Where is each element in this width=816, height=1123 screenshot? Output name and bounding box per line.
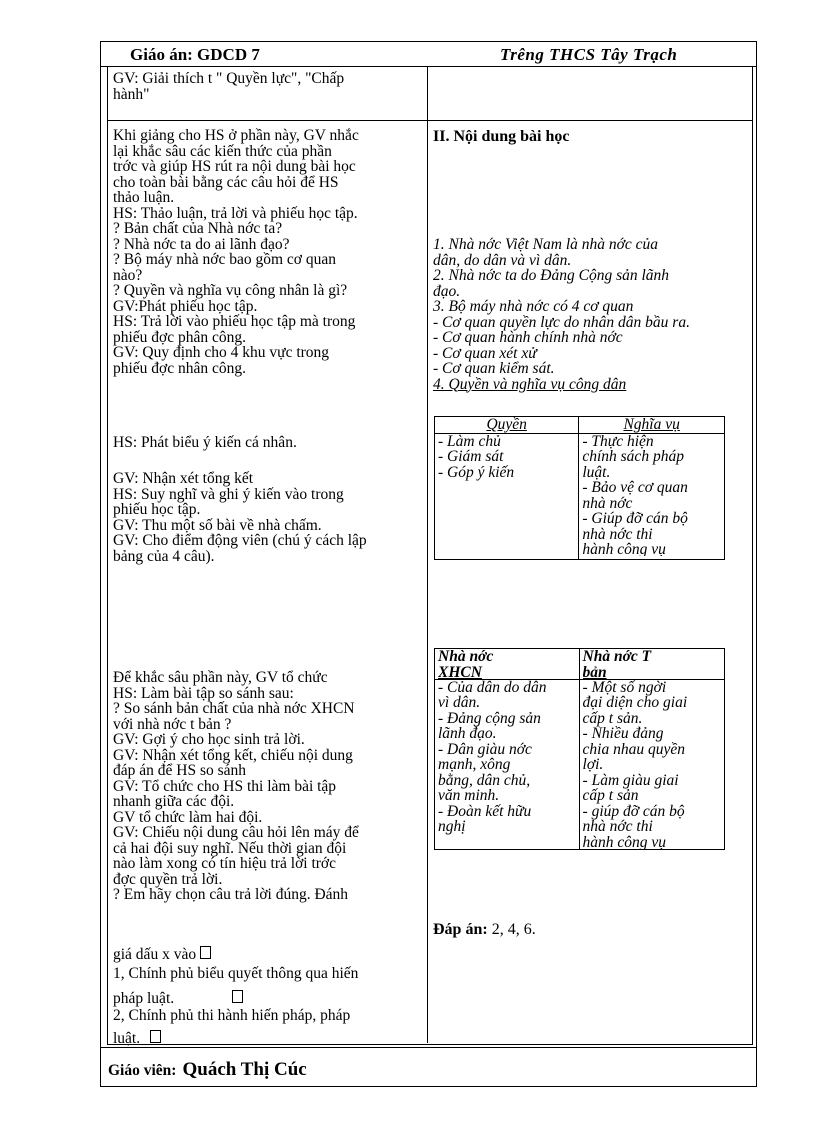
socialist-item: bằng, dân chủ, bbox=[438, 771, 531, 789]
text-line: nhanh giữa các đội. bbox=[113, 793, 235, 810]
text-line: GV tổ chức làm hai đội. bbox=[113, 808, 263, 826]
text-line: HS: Trả lời vào phiếu học tập mà trong bbox=[113, 313, 356, 330]
content-line: - Cơ quan xét xử bbox=[433, 344, 537, 362]
socialist-item: mạnh, xông bbox=[438, 756, 511, 773]
text-line: Khi giảng cho HS ở phần này, GV nhắc bbox=[113, 127, 359, 144]
socialist-cell bbox=[435, 679, 580, 849]
text-line: nào? bbox=[113, 266, 143, 284]
option-2b bbox=[113, 1030, 161, 1047]
content-line: 3. Bộ máy nhà nớc có 4 cơ quan bbox=[433, 298, 634, 315]
duties-item: - Bảo vệ cơ quan bbox=[582, 479, 688, 496]
rights-item: - Làm chủ bbox=[438, 432, 501, 450]
duties-item: hành công vụ bbox=[582, 542, 666, 556]
content-line: 4. Quyền và nghĩa vụ công dân bbox=[433, 375, 627, 393]
socialist-item: - Của dân do dân bbox=[438, 678, 547, 696]
socialist-item: lãnh đạo. bbox=[438, 725, 497, 742]
rights-duties-table bbox=[434, 416, 725, 560]
duties-item: nhà nớc thi bbox=[582, 525, 653, 543]
content-line: đạo. bbox=[433, 282, 461, 300]
option-1b bbox=[113, 990, 243, 1007]
option-1b-text: pháp luật. bbox=[113, 990, 175, 1007]
rights-cell bbox=[435, 433, 579, 559]
option-2-checkbox[interactable] bbox=[150, 1030, 161, 1043]
rights-item: - Góp ý kiến bbox=[438, 463, 515, 481]
answer bbox=[433, 922, 536, 938]
row1-text bbox=[113, 71, 421, 102]
row1-line: hành" bbox=[113, 85, 150, 103]
text-line: GV: Quy định cho 4 khu vực trong bbox=[113, 344, 330, 361]
text-line: nào làm xong có tín hiệu trả lời trớc bbox=[113, 855, 337, 872]
column-divider bbox=[427, 66, 428, 1043]
content-line: - Cơ quan quyền lực do nhân dân bầu ra. bbox=[433, 313, 690, 331]
duties-item: nhà nớc bbox=[582, 494, 633, 512]
socialist-item: vì dân. bbox=[438, 694, 481, 711]
text-line: với nhà nớc t bản ? bbox=[113, 715, 232, 733]
capitalist-item: - Một số ngời bbox=[582, 678, 667, 696]
content-line: - Cơ quan hành chính nhà nớc bbox=[433, 329, 623, 346]
left-block-discussion bbox=[113, 128, 421, 376]
text-line: bảng của 4 câu). bbox=[113, 547, 215, 565]
text-line: lại khắc sâu các kiến thức của phần bbox=[113, 142, 332, 160]
content-line: - Cơ quan kiểm sát. bbox=[433, 360, 555, 377]
left-block-opinion: HS: Phát biểu ý kiến cá nhân. bbox=[113, 434, 297, 451]
capitalist-item: - giúp đỡ cán bộ bbox=[582, 802, 685, 820]
header-title: Giáo án: GDCD 7 bbox=[130, 45, 260, 64]
text-line: ? So sánh bản chất của nhà nớc XHCN bbox=[113, 700, 355, 717]
duties-item: - Thực hiện bbox=[582, 432, 654, 450]
text-line: thảo luận. bbox=[113, 189, 175, 206]
text-line: đáp án để HS so sánh bbox=[113, 762, 247, 779]
duties-item: luật. bbox=[582, 463, 611, 481]
text-line: GV: Nhận xét tổng kết, chiếu nội dung bbox=[113, 746, 353, 764]
checkbox-sample[interactable] bbox=[200, 946, 211, 959]
capitalist-item: cấp t sản. bbox=[582, 709, 643, 727]
text-line: ? Bản chất của Nhà nớc ta? bbox=[113, 220, 283, 237]
left-block-summary bbox=[113, 471, 421, 564]
duties-cell bbox=[579, 433, 725, 559]
footer-label: Giáo viên: bbox=[108, 1062, 177, 1079]
content-line: dân, do dân và vì dân. bbox=[433, 251, 572, 269]
socialist-item: - Đoàn kết hữu bbox=[438, 802, 532, 820]
capitalist-item: lợi. bbox=[582, 756, 604, 773]
text-line: phiếu học tập. bbox=[113, 501, 201, 518]
header-rights: Quyền bbox=[435, 417, 579, 434]
content-line: 2. Nhà nớc ta do Đảng Cộng sản lãnh bbox=[433, 267, 670, 284]
text-line: ? Nhà nớc ta do ai lãnh đạo? bbox=[113, 235, 290, 253]
text-line: cho toàn bài bằng các câu hỏi để HS bbox=[113, 173, 339, 191]
header-line: bản bbox=[582, 664, 607, 679]
top-border bbox=[100, 41, 757, 42]
duties-item: - Giúp đỡ cán bộ bbox=[582, 510, 688, 527]
text-line: GV: Chiếu nội dung câu hỏi lên máy để bbox=[113, 824, 359, 841]
text-line: ? Em hãy chọn câu trả lời đúng. Đánh bbox=[113, 886, 349, 903]
capitalist-item: - Nhiều đảng bbox=[582, 725, 664, 742]
left-block-compare bbox=[113, 670, 421, 903]
option-2b-text: luật. bbox=[113, 1030, 141, 1047]
section-title: II. Nội dung bài học bbox=[433, 128, 570, 145]
option-1a: 1, Chính phủ biểu quyết thông qua hiến bbox=[113, 965, 359, 982]
duties-item: chính sách pháp bbox=[582, 448, 684, 465]
answer-label: Đáp án: bbox=[433, 921, 488, 938]
socialist-item: văn minh. bbox=[438, 787, 500, 804]
header-line: Nhà nớc bbox=[438, 648, 494, 665]
capitalist-item: đại diện cho giai bbox=[582, 694, 688, 711]
text-line: HS: Làm bài tập so sánh sau: bbox=[113, 684, 294, 702]
socialist-item: - Dân giàu nớc bbox=[438, 740, 532, 758]
text-line: HS: Suy nghĩ và ghi ý kiến vào trong bbox=[113, 485, 344, 503]
text-line: GV: Tổ chức cho HS thi làm bài tập bbox=[113, 777, 337, 795]
text-line: GV: Nhận xét tổng kết bbox=[113, 470, 254, 487]
left-border bbox=[100, 41, 101, 1047]
text-line: GV: Cho điểm động viên (chú ý cách lập bbox=[113, 532, 367, 549]
rights-item: - Giám sát bbox=[438, 448, 504, 465]
content-line: 1. Nhà nớc Việt Nam là nhà nớc của bbox=[433, 236, 659, 253]
option-1-checkbox[interactable] bbox=[232, 990, 243, 1003]
right-border bbox=[756, 41, 757, 1047]
capitalist-cell bbox=[579, 679, 724, 849]
text-line: GV:Phát phiếu học tập. bbox=[113, 297, 258, 315]
text-line: HS: Thảo luận, trả lời và phiếu học tập. bbox=[113, 204, 358, 222]
socialist-item: nghị bbox=[438, 818, 466, 835]
header-capitalist bbox=[579, 649, 724, 680]
text-line: ? Bộ máy nhà nớc bao gồm cơ quan bbox=[113, 251, 337, 268]
answer-value: 2, 4, 6. bbox=[491, 921, 536, 938]
capitalist-item: chia nhau quyền bbox=[582, 740, 685, 758]
capitalist-item: cấp t sản bbox=[582, 787, 639, 804]
header-line: Nhà nớc T bbox=[582, 648, 652, 665]
text-line: ? Quyền và nghĩa vụ công nhân là gì? bbox=[113, 282, 348, 299]
mark-instruction bbox=[113, 947, 211, 963]
header-school: Trêng THCS Tây Trạch bbox=[500, 45, 678, 64]
capitalist-item: hành công vụ bbox=[582, 834, 667, 849]
text-line: đợc quyền trả lời. bbox=[113, 870, 223, 888]
text-line: cả hai đội suy nghĩ. Nếu thời gian đội bbox=[113, 839, 347, 857]
header-duties: Nghĩa vụ bbox=[579, 417, 725, 434]
option-2a: 2, Chính phủ thi hành hiến pháp, pháp bbox=[113, 1007, 351, 1024]
capitalist-item: nhà nớc thi bbox=[582, 818, 653, 835]
text-line: phiếu đợc phân công. bbox=[113, 328, 247, 346]
footer bbox=[108, 1059, 307, 1081]
lesson-content bbox=[433, 237, 745, 392]
row-divider bbox=[107, 120, 752, 121]
text-line: GV: Gợi ý cho học sinh trả lời. bbox=[113, 731, 305, 748]
header-socialist bbox=[435, 649, 580, 680]
row1-line: GV: Giải thích t " Quyền lực", "Chấp bbox=[113, 70, 345, 87]
text-line: Để khắc sâu phần này, GV tổ chức bbox=[113, 669, 328, 686]
teacher-name: Quách Thị Cúc bbox=[182, 1059, 307, 1080]
socialist-item: - Đảng cộng sản bbox=[438, 709, 541, 727]
capitalist-item: - Làm giàu giai bbox=[582, 771, 679, 789]
header-line: XHCN bbox=[438, 664, 482, 679]
text-line: GV: Thu một số bài về nhà chấm. bbox=[113, 516, 322, 534]
mark-instruction-text: giá dấu x vào bbox=[113, 946, 197, 963]
text-line: phiếu đợc nhân công. bbox=[113, 359, 247, 377]
comparison-table bbox=[434, 648, 725, 850]
text-line: trớc và giúp HS rút ra nội dung bài học bbox=[113, 158, 356, 175]
